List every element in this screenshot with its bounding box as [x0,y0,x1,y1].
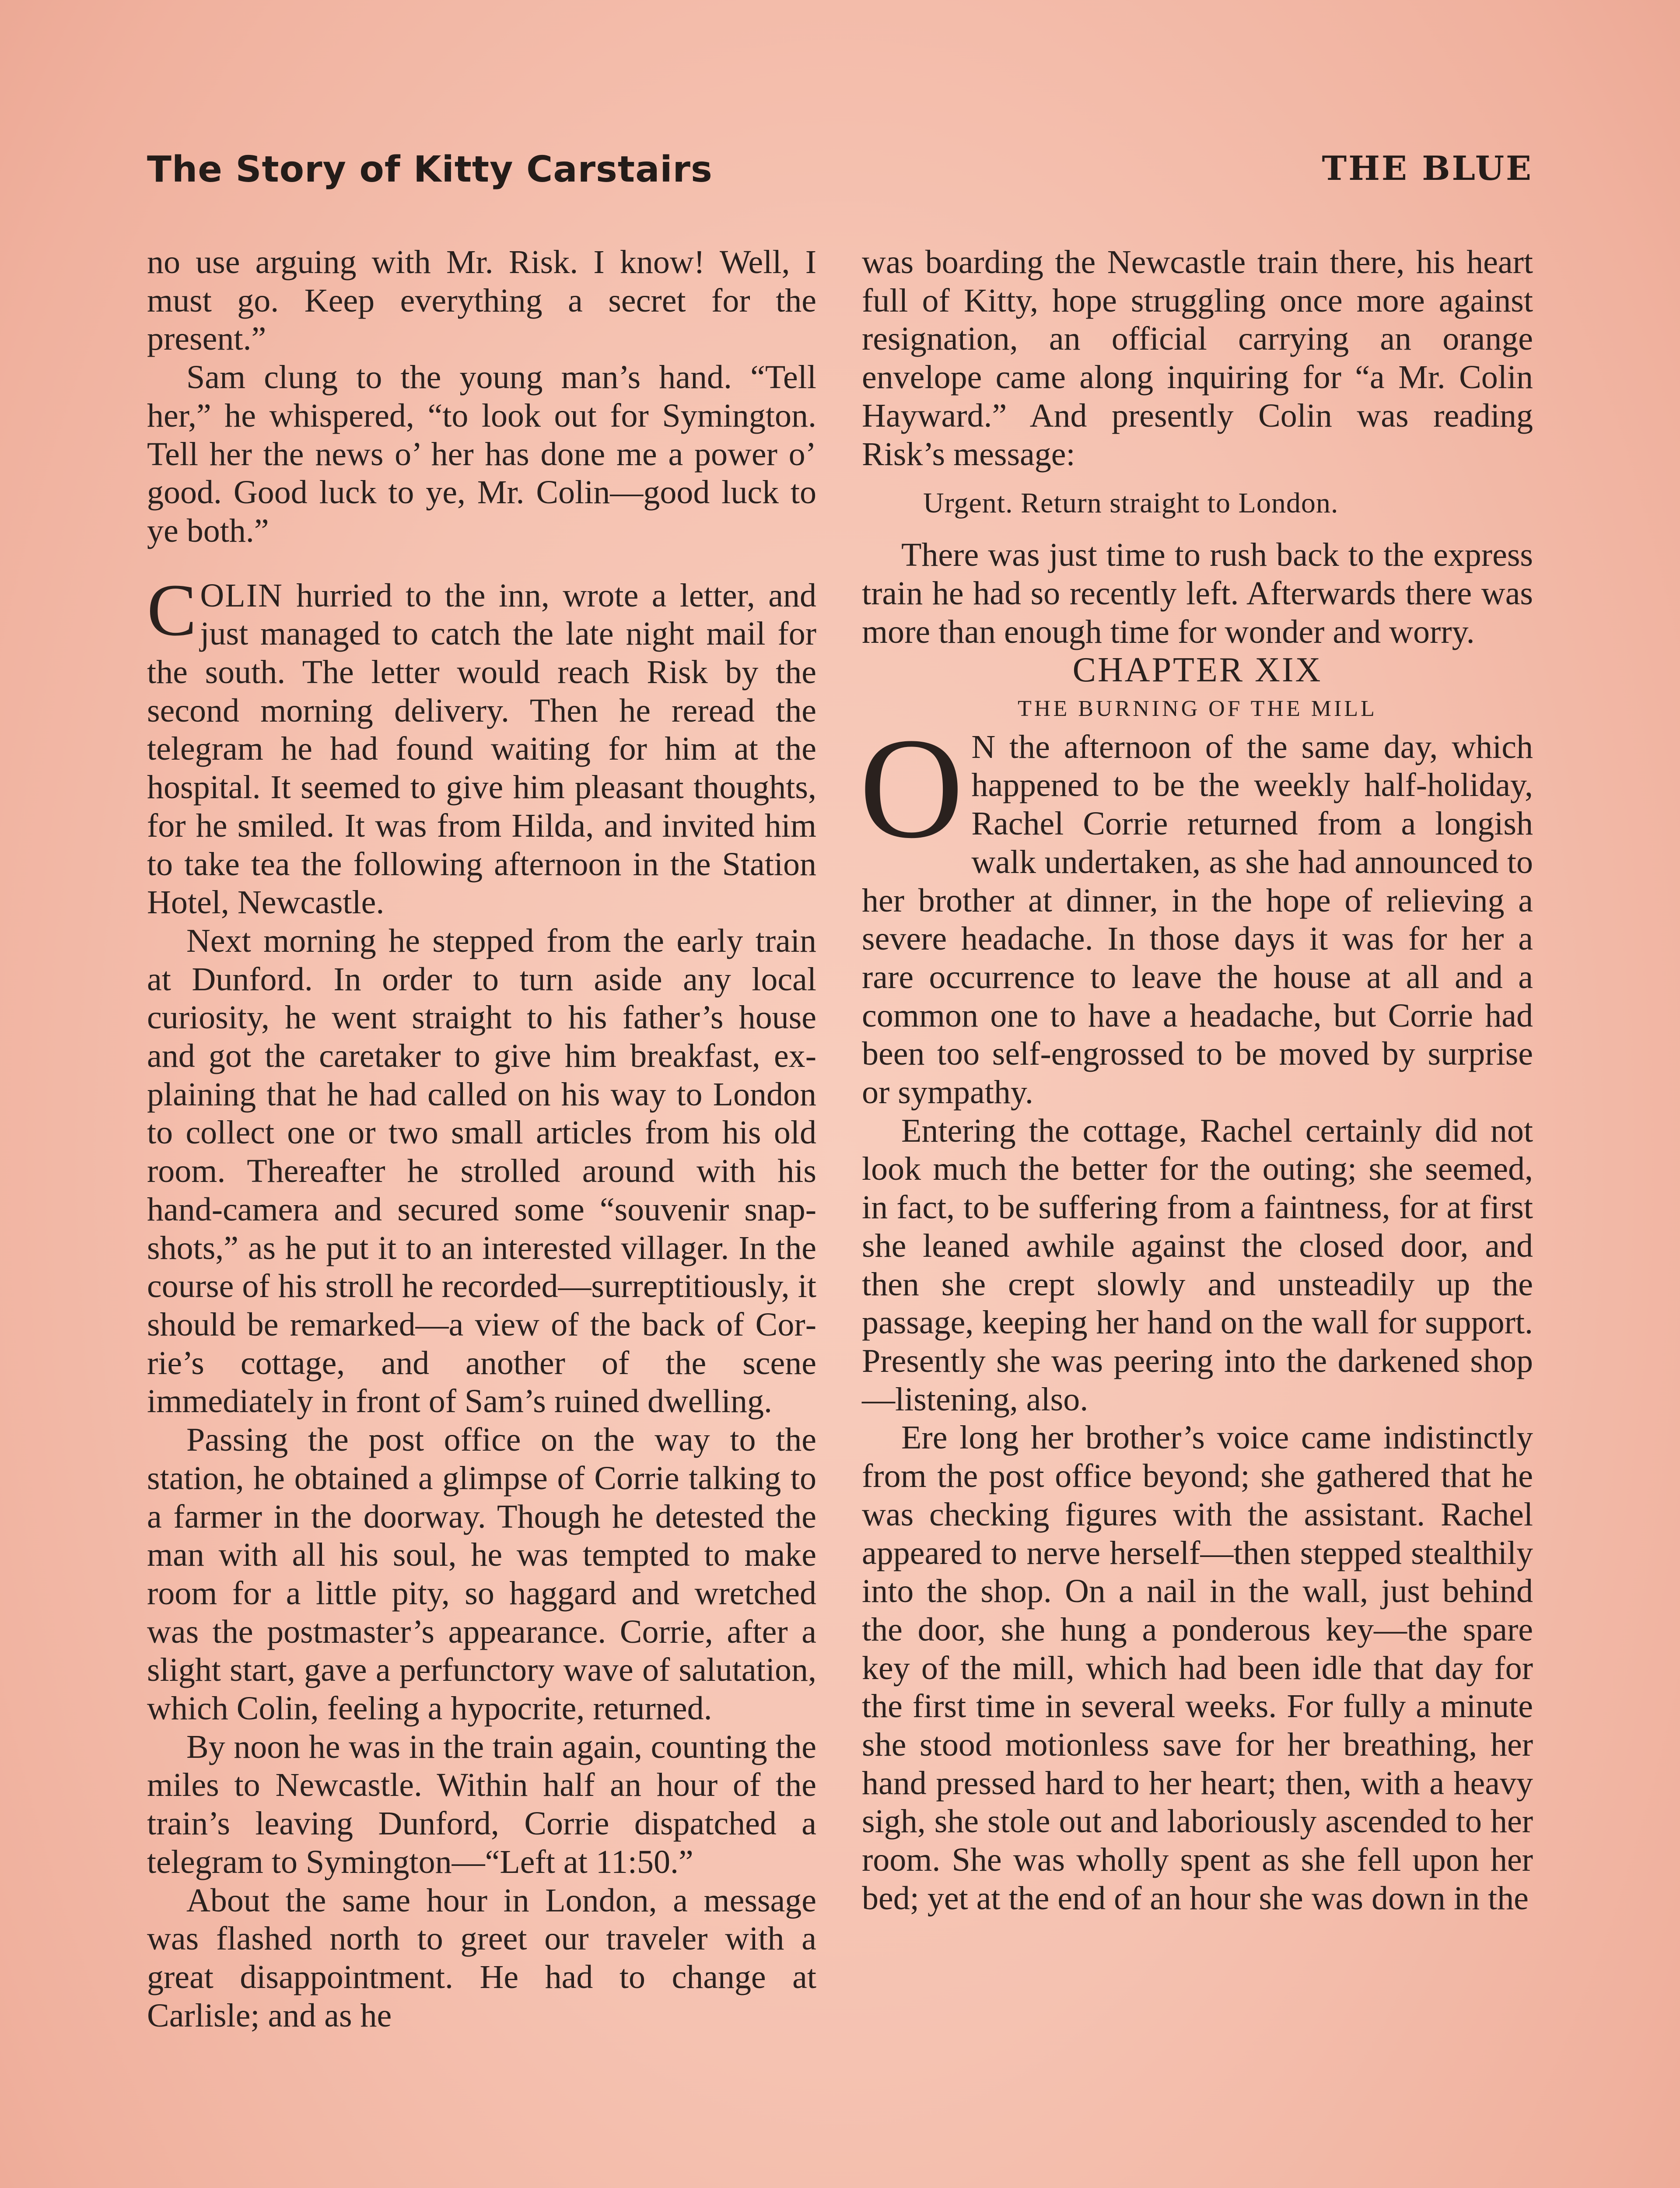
paragraph: Sam clung to the young man’s hand. “Tell her,” he whispered, “to look out for Symington. Tell her the news o’ her has done me a power o’ good. Good luck to ye, Mr. Colin—good luck to ye both.” [147,359,816,549]
lead-in-text: N [971,728,996,765]
running-title: The Story of Kitty Carstairs [147,149,713,190]
paragraph: Ere long her brother’s voice came indistinctly from the post office beyond; she gathered that he was checking figures with the assistant. Rachel appeared to nerve herself—then stepped stealthily into the shop. On a nail in the wall, just behind the door, she hung a ponderous key—the spare key of the mill, which had been idle that day for the first time in several weeks. For fully a minute she stood motionless save for her breathing, her hand pressed hard to her heart; then, with a heavy sigh, she stole out and laboriously ascended to her room. She was wholly spent as she fell upon her bed; yet at the end of an hour she was down in the [862,1419,1533,1917]
paragraph: Entering the cottage, Rachel certainly did not look much the better for the outing; she seemed, in fact, to be suffering from a faintness, for at first she leaned awhile against the closed door, and then she crept slowly and unsteadily up the passage, keeping her hand on the wall for support. Presently she was peering into the darkened shop—listening, also. [862,1112,1533,1418]
section-opening-paragraph [147,568,816,922]
paragraph: Next morning he stepped from the early train at Dunford. In order to turn aside any local curiosity, he went straight to his father’s house and got the caretaker to give him breakfast, explaining that he had called on his way to London to collect one or two small articles from his old room. Thereafter he strolled around with his hand-camera and secured some “souvenir snapshots,” as he put it to an interested villager. In the course of his stroll he recorded—surreptitiously, it should be remarked—a view of the back of Corrie’s cottage, and another of the scene immediately in front of Sam’s ruined dwelling. [147,922,816,1420]
paragraph: About the same hour in London, a message was flashed north to greet our traveler with a great disappointment. He had to change at Carlisle; and as he [147,1882,816,2034]
paragraph: no use arguing with Mr. Risk. I know! Well, I must go. Keep everything a secret for the present.” [147,244,816,358]
paragraph: By noon he was in the train again, counting the miles to Newcastle. Within half an hour of the train’s leaving Dunford, Corrie dispatched a telegram to Symington—“Left at 11:50.” [147,1728,816,1880]
drop-cap: C [147,568,197,651]
telegram-text: Urgent. Return straight to London. [923,487,1339,519]
page-header [147,149,1533,206]
paragraph: Passing the post office on the way to the station, he obtained a glimpse of Corrie talking to a farmer in the doorway. Though he detested the man with all his soul, he was tempted to make room for a little pity, so haggard and wretched was the postmaster’s appearance. Corrie, after a slight start, gave a perfunctory wave of salutation, which Colin, feeling a hypocrite, returned. [147,1421,816,1727]
drop-cap: O [859,708,964,868]
chapter-subtitle: THE BURNING OF THE MILL [1018,696,1377,722]
magazine-name: THE BLUE [1322,149,1533,188]
paragraph: There was just time to rush back to the express train he had so recently left. Afterwards there was more than enough time for wonder and worry. [862,536,1533,650]
chapter-title: CHAPTER XIX [1072,651,1323,690]
left-column [147,243,816,2035]
right-column [859,243,1533,1918]
paragraph: was boarding the Newcastle train there, his heart full of Kitty, hope struggling once more against resignation, an official carrying an orange envelope came along inquiring for “a Mr. Colin Hayward.” And presently Colin was reading Risk’s message: [862,244,1533,473]
paragraph-text: hurried to the inn, wrote a letter, and just managed to catch the late night mail for the south. The letter would reach Risk by the second morning delivery. Then he reread the telegram he had found waiting for him at the hospital. It seemed to give him pleasant thoughts, for he smiled. It was from Hilda, and invited him to take tea the following afternoon in the Station Hotel, Newcastle. [147,577,816,921]
paragraph-text: the afternoon of the same day, which happened to be the weekly half-holiday, Rachel Corrie returned from a longish walk undertaken, as she had announced to her brother at dinner, in the hope of relieving a severe headache. In those days it was for her a rare occurrence to leave the house at all and a common one to have a headache, but Corrie had been too self-engrossed to be moved by surprise or sympathy. [862,728,1533,1111]
lead-in-text: OLIN [200,577,283,614]
